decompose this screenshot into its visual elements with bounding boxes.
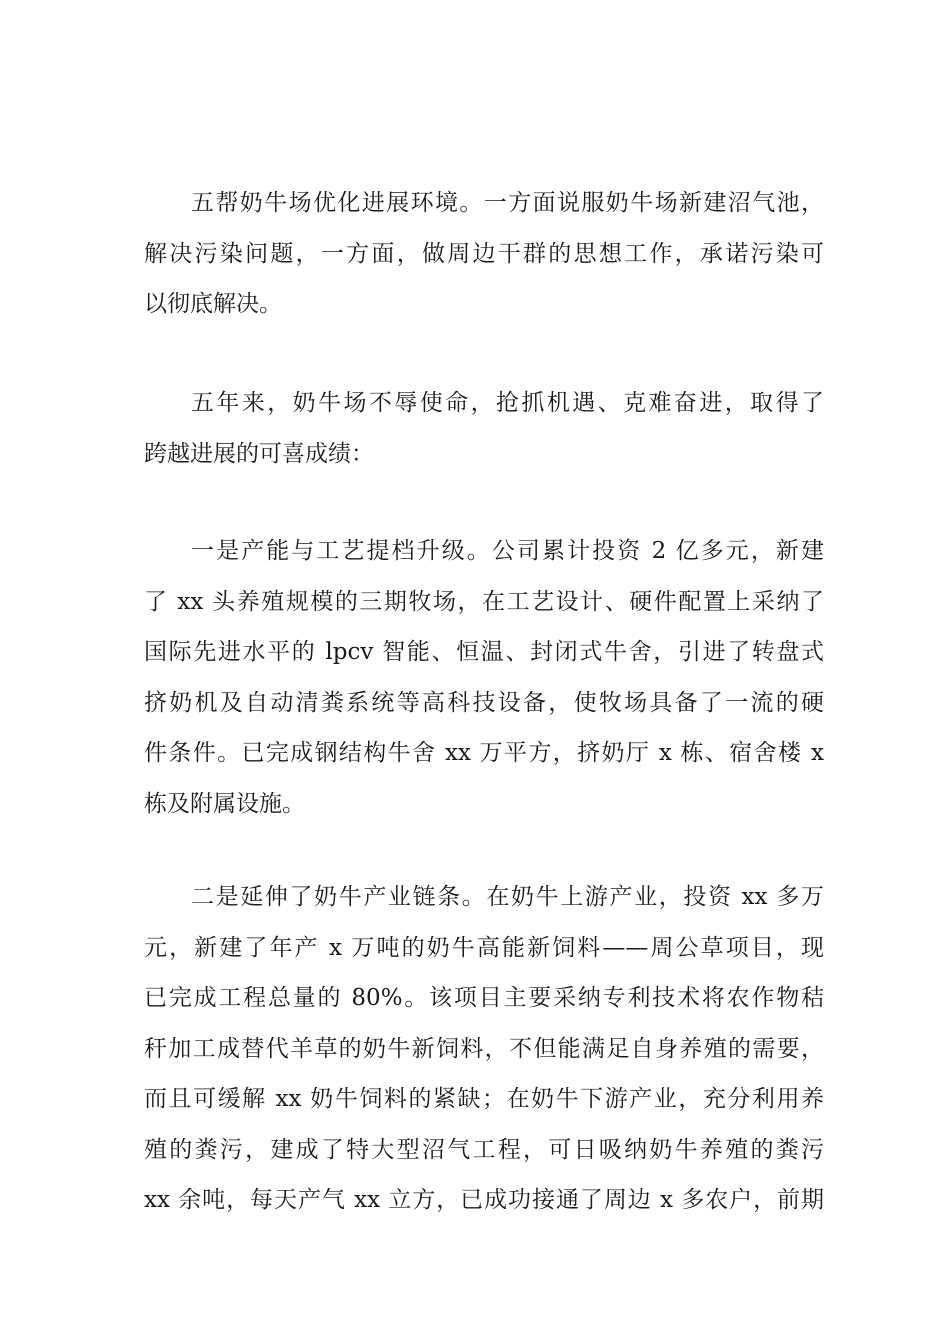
paragraph-line: 秆加工成替代羊草的奶牛新饲料，不但能满足自身养殖的需要， xyxy=(144,1035,824,1062)
paragraph-capacity-upgrade xyxy=(144,526,824,829)
paragraph-line: 二是延伸了奶牛产业链条。在奶牛上游产业，投资 xx 多万 xyxy=(191,884,824,910)
paragraph-line: 解决污染问题，一方面，做周边干群的思想工作，承诺污染可 xyxy=(144,240,824,267)
paragraph-line: 五年来，奶牛场不辱使命，抢抓机遇、克难奋进，取得了 xyxy=(191,390,824,416)
paragraph-line: xx 余吨，每天产气 xx 立方，已成功接通了周边 x 多农户，前期 xyxy=(144,1187,824,1213)
paragraph-line: 一是产能与工艺提档升级。公司累计投资 2 亿多元，新建 xyxy=(191,538,824,564)
paragraph-line: 元，新建了年产 x 万吨的奶牛高能新饲料——周公草项目，现 xyxy=(144,934,824,961)
paragraph-line: 跨越进展的可喜成绩： xyxy=(144,440,374,467)
paragraph-environment xyxy=(144,178,824,330)
paragraph-line: 栋及附属设施。 xyxy=(144,790,305,817)
paragraph-line: 了 xx 头养殖规模的三期牧场，在工艺设计、硬件配置上采纳了 xyxy=(144,588,824,615)
paragraph-line: 而且可缓解 xx 奶牛饲料的紧缺；在奶牛下游产业，充分利用养 xyxy=(144,1086,824,1112)
paragraph-industry-chain xyxy=(144,872,824,1226)
paragraph-line: 以彻底解决。 xyxy=(144,291,282,317)
paragraph-line: 件条件。已完成钢结构牛舍 xx 万平方，挤奶厅 x 栋、宿舍楼 x xyxy=(144,740,824,766)
paragraph-line: 已完成工程总量的 80%。该项目主要采纳专利技术将农作物秸 xyxy=(144,985,824,1011)
paragraph-line: 殖的粪污，建成了特大型沼气工程，可日吸纳奶牛养殖的粪污 xyxy=(144,1136,824,1163)
paragraph-line: 五帮奶牛场优化进展环境。一方面说服奶牛场新建沼气池， xyxy=(191,190,824,216)
paragraph-line: 挤奶机及自动清粪系统等高科技设备，使牧场具备了一流的硬 xyxy=(144,689,824,716)
paragraph-line: 国际先进水平的 lpcv 智能、恒温、封闭式牛舍，引进了转盘式 xyxy=(144,639,824,665)
paragraph-five-years xyxy=(144,378,824,479)
